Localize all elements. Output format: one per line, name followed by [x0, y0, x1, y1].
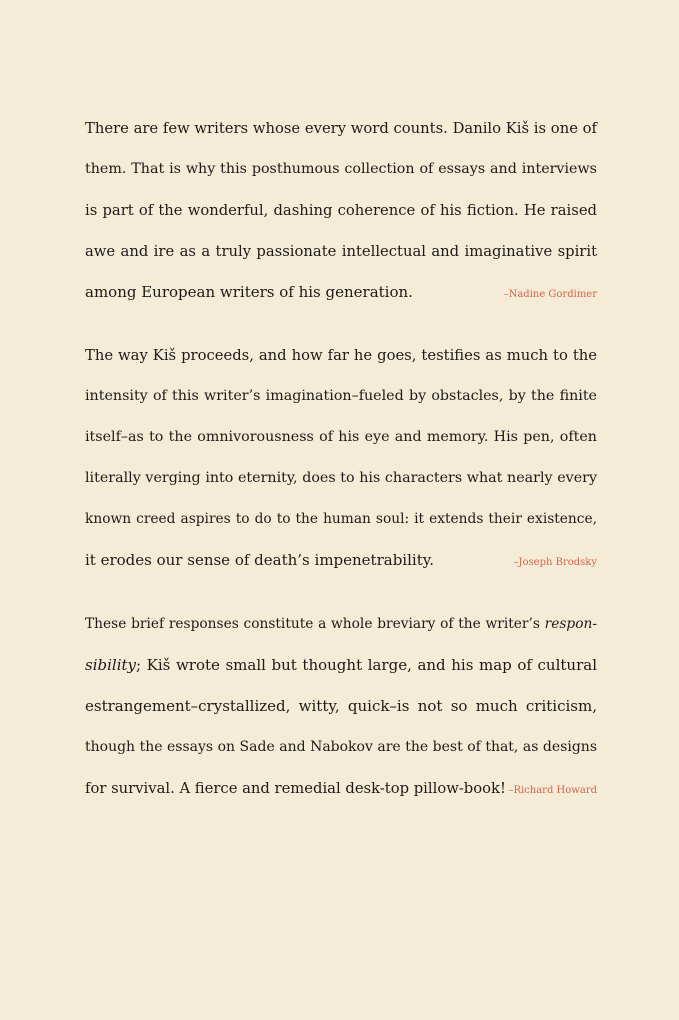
- quote-line: [85, 604, 597, 645]
- quote-line: known creed aspires to do to the human soul: it extends their existence,: [85, 511, 597, 527]
- quote-line: is part of the wonderful, dashing coherence of his fiction. He raised: [85, 202, 597, 219]
- quote-last-line: [85, 540, 597, 581]
- blurb-gordimer: [85, 108, 597, 313]
- quote-line: awe and ire as a truly passionate intellectual and imaginative spirit: [85, 243, 597, 260]
- quote-line: [85, 645, 597, 686]
- quote-line: it erodes our sense of death’s impenetrability.: [85, 551, 434, 569]
- quote-line: There are few writers whose every word counts. Danilo Kiš is one of: [85, 120, 597, 137]
- blurb-howard: [85, 604, 597, 809]
- quote-line: estrangement–crystallized, witty, quick–is not so much criticism,: [85, 697, 597, 715]
- quote-text-italic: respon-: [544, 616, 597, 632]
- quote-text-italic: sibility: [85, 656, 136, 674]
- attribution: –Richard Howard: [508, 785, 597, 796]
- quote-line: for survival. A fierce and remedial desk-top pillow-book!: [85, 780, 506, 797]
- quote-text: ; Kiš wrote small but thought large, and his map of cultural: [136, 656, 597, 674]
- quote-line: The way Kiš proceeds, and how far he goes, testifies as much to the: [85, 347, 597, 364]
- attribution: –Joseph Brodsky: [513, 557, 597, 568]
- quote-last-line: [85, 768, 597, 809]
- quote-line: literally verging into eternity, does to his characters what nearly every: [85, 470, 597, 486]
- quote-text: These brief responses constitute a whole breviary of the writer’s: [85, 616, 545, 632]
- quote-line: itself–as to the omnivorousness of his eye and memory. His pen, often: [85, 429, 597, 445]
- quote-last-line: [85, 272, 597, 313]
- quote-line: them. That is why this posthumous collection of essays and interviews: [85, 161, 597, 177]
- attribution: –Nadine Gordimer: [503, 289, 597, 300]
- quote-line: though the essays on Sade and Nabokov are the best of that, as designs: [85, 739, 597, 755]
- quote-line: intensity of this writer’s imagination–fueled by obstacles, by the finite: [85, 388, 597, 404]
- blurb-brodsky: [85, 335, 597, 581]
- quote-line: among European writers of his generation.: [85, 283, 413, 301]
